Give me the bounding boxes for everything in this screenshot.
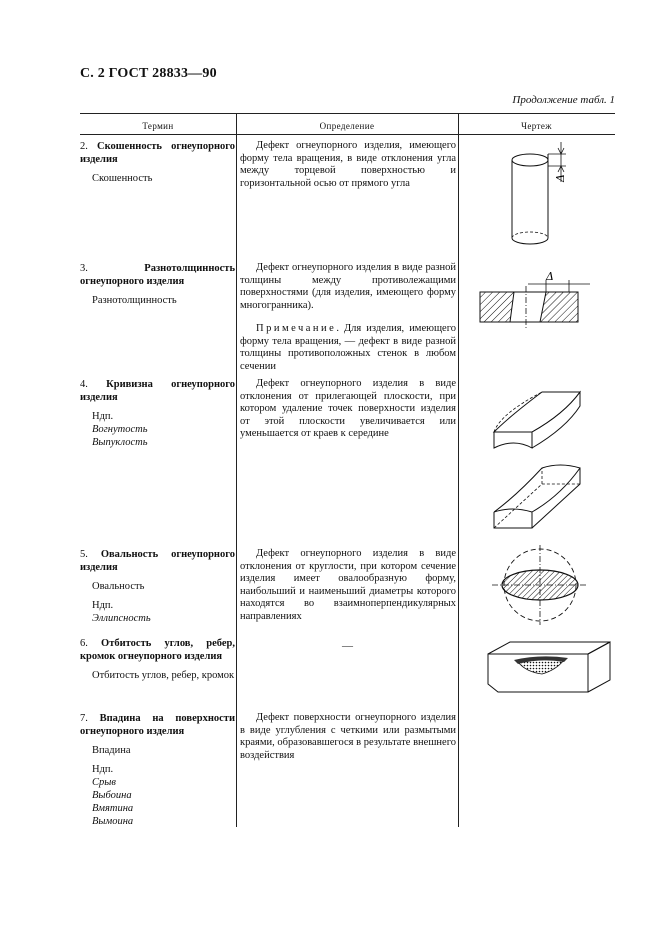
term-synonym: Скошенность <box>92 173 153 184</box>
term-row-4 <box>80 378 235 449</box>
term-number: 7. <box>80 713 88 724</box>
term-title: Отбитость углов, ребер, кромок огнеупорного изделия <box>80 638 235 662</box>
left-wall-section <box>480 292 514 322</box>
brick-side-concave <box>532 392 580 448</box>
delta-label: Δ <box>554 174 567 182</box>
note-row-3 <box>240 323 456 373</box>
term-synonym: Овальность <box>92 581 145 592</box>
brick-hidden-concave <box>494 392 542 448</box>
term-title: Разнотолщинность огнеупорного изделия <box>80 263 235 287</box>
term-number: 5. <box>80 549 88 560</box>
brick-top-convex <box>494 465 580 512</box>
ndp-term: Эллипсность <box>92 613 151 624</box>
term-row-2 <box>80 140 235 185</box>
column-header-term: Термин <box>142 121 174 131</box>
column-divider-2 <box>458 113 459 827</box>
page-header: С. 2 ГОСТ 28833—90 <box>80 66 217 81</box>
brick-top-concave <box>494 392 580 432</box>
cylinder-top-ellipse <box>512 154 548 166</box>
term-title: Овальность огнеупорного изделия <box>80 549 235 573</box>
ndp-term: Вогнутость <box>92 424 148 435</box>
column-header-drawing: Чертеж <box>521 121 552 131</box>
definition-row-4: Дефект огнеупорного изделия в виде отклонения от прилегающей плоскости, при котором удаление точек поверхности изделия от этой плоскости увеличивается или уменьшается от краев к середине <box>240 378 456 439</box>
term-synonym: Отбитость углов, ребер, кромок <box>92 670 235 681</box>
column-header-definition: Определение <box>319 121 375 131</box>
column-divider-1 <box>236 113 237 827</box>
right-wall-section <box>540 292 578 322</box>
term-title: Скошенность огнеупорного изделия <box>80 141 235 165</box>
definition-row-7: Дефект поверхности огнеупорного изделия в виде углубления с четкими или размытыми краями, образовавшегося в результате внешнего воздействия <box>240 712 456 761</box>
cylinder-bottom-ellipse <box>512 238 548 244</box>
note-text: . Для изделия, имеющего форму тела вращения, — дефект в виде разной толщины противоположных стенок в любом сечении <box>240 323 456 372</box>
term-synonym: Впадина <box>92 745 131 756</box>
term-title: Кривизна огнеупорного изделия <box>80 379 235 403</box>
term-number: 4. <box>80 379 88 390</box>
term-row-7 <box>80 712 235 828</box>
brick-front-convex <box>494 512 532 528</box>
brick-hidden-convex <box>494 468 580 528</box>
definition-row-2: Дефект огнеупорного изделия, имеющего форму тела вращения, в виде отклонения угла между торцевой поверхностью и горизонтальной осью от прямого угла <box>240 140 456 189</box>
term-row-5 <box>80 548 235 625</box>
term-row-6 <box>80 637 235 682</box>
term-row-3 <box>80 262 235 307</box>
note-label: Примечание <box>256 323 337 334</box>
ndp-term: Вмятина <box>92 803 134 814</box>
definition-row-3: Дефект огнеупорного изделия в виде разной толщины между противолежащими поверхностями (для изделия, имеющего форму многогранника). <box>240 262 456 311</box>
ndp-term: Выпуклость <box>92 437 148 448</box>
ndp-term: Срыв <box>92 777 116 788</box>
ndp-term: Выбоина <box>92 790 132 801</box>
term-synonym: Разнотолщинность <box>92 295 177 306</box>
cylinder-bottom-hidden <box>512 232 548 238</box>
curved-bricks-figure <box>480 384 598 536</box>
ndp-label: Ндп. <box>92 764 114 775</box>
table-top-rule <box>80 113 615 114</box>
brick-side-face <box>588 642 610 692</box>
brick-front-concave <box>494 432 532 448</box>
ndp-term: Вымоина <box>92 816 134 827</box>
ndp-label: Ндп. <box>92 600 114 611</box>
definition-row-6: — <box>342 640 353 652</box>
thickness-section-figure <box>474 268 604 330</box>
term-number: 6. <box>80 638 88 649</box>
term-number: 3. <box>80 263 88 274</box>
chipped-brick-figure <box>484 640 614 696</box>
oval-section-figure <box>490 545 590 625</box>
delta-label: Δ <box>546 270 554 283</box>
definition-row-5: Дефект огнеупорного изделия в виде отклонения от круглости, при котором сечение изделия имеет овалообразную форму, наибольший и наименьший диаметры которого находятся во взаимноперпендикулярных направлениях <box>240 548 456 622</box>
term-number: 2. <box>80 141 88 152</box>
cylinder-skew-figure <box>500 140 580 252</box>
table-header-rule <box>80 134 615 135</box>
ndp-label: Ндп. <box>92 411 114 422</box>
continuation-label: Продолжение табл. 1 <box>512 94 615 106</box>
term-title: Впадина на поверхности огнеупорного изделия <box>80 713 236 737</box>
